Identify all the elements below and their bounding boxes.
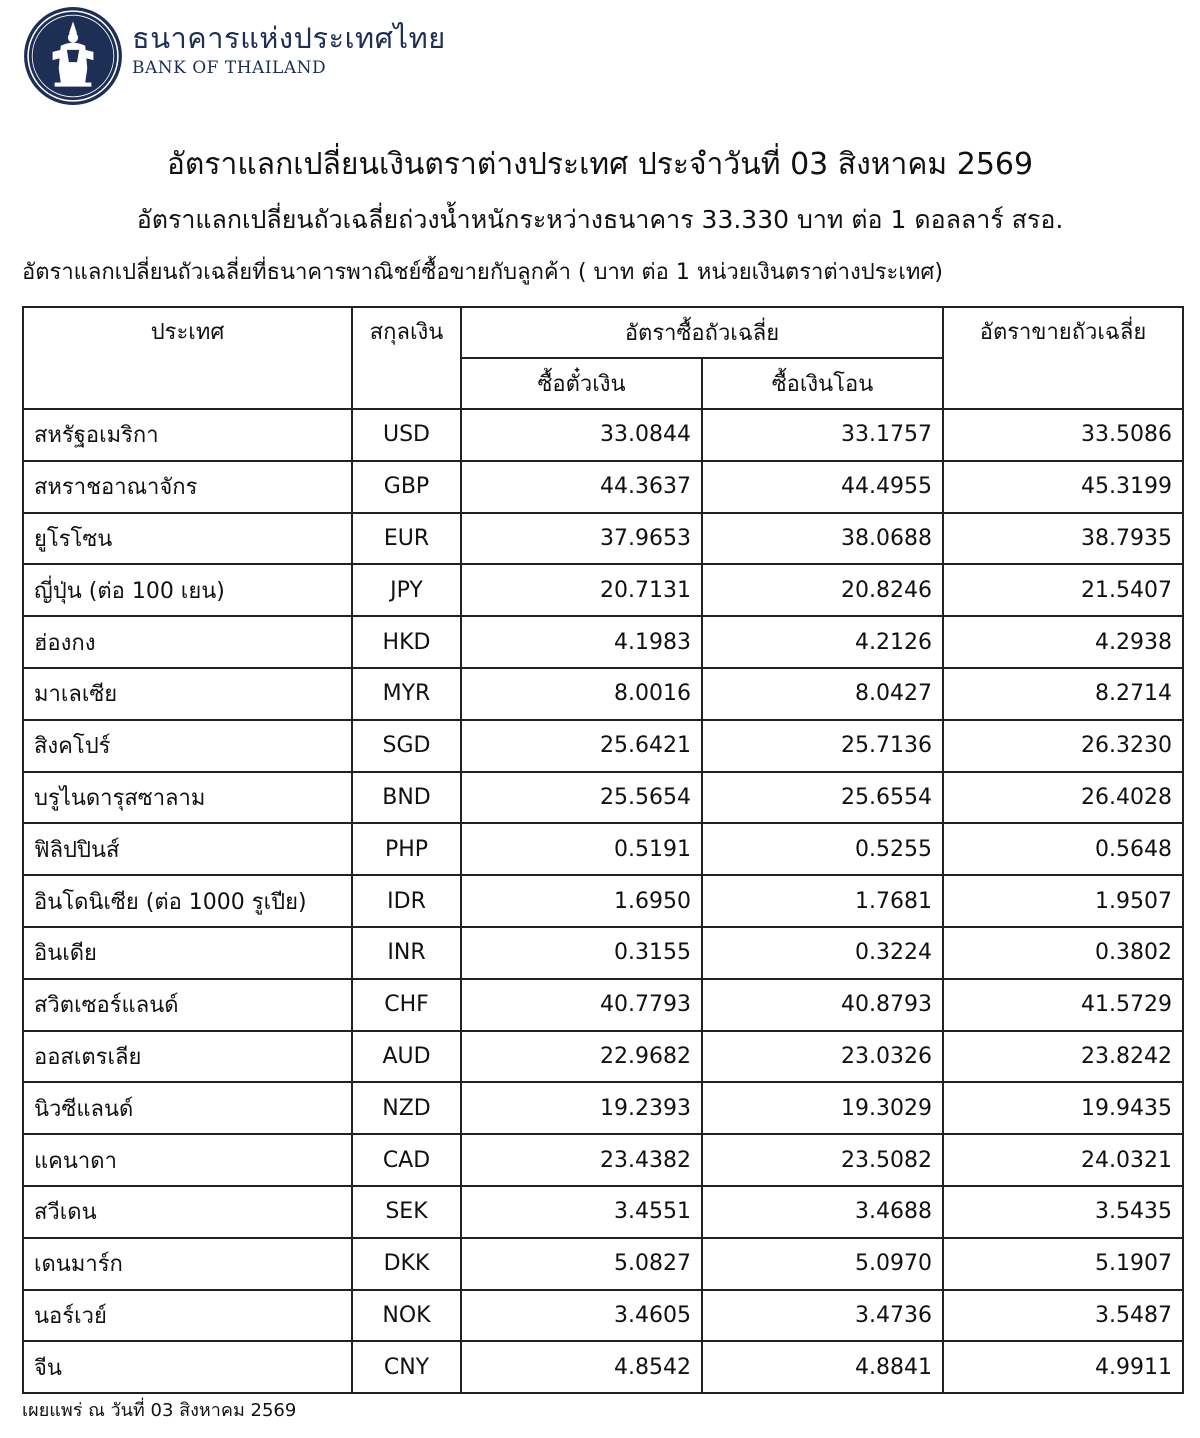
table-row <box>23 772 1183 824</box>
currency-code-cell: AUD <box>352 1031 461 1083</box>
buy-transfer-cell: 38.0688 <box>702 513 943 565</box>
table-row <box>23 1238 1183 1290</box>
sell-rate-cell: 3.5435 <box>943 1186 1183 1238</box>
country-cell: มาเลเซีย <box>23 668 352 720</box>
country-cell: นิวซีแลนด์ <box>23 1082 352 1134</box>
sell-rate-cell: 26.4028 <box>943 772 1183 824</box>
table-row <box>23 1031 1183 1083</box>
buy-transfer-cell: 23.0326 <box>702 1031 943 1083</box>
buy-transfer-cell: 44.4955 <box>702 461 943 513</box>
interbank-rate-subtitle: อัตราแลกเปลี่ยนถัวเฉลี่ยถ่วงน้ำหนักระหว่างธนาคาร 33.330 บาท ต่อ 1 ดอลลาร์ สรอ. <box>136 205 1064 234</box>
buy-transfer-cell: 4.8841 <box>702 1341 943 1393</box>
country-cell: ออสเตรเลีย <box>23 1031 352 1083</box>
sell-rate-cell: 45.3199 <box>943 461 1183 513</box>
table-row <box>23 1290 1183 1342</box>
country-cell: ยูโรโซน <box>23 513 352 565</box>
sell-rate-cell: 4.9911 <box>943 1341 1183 1393</box>
table-body <box>23 409 1183 1393</box>
buy-transfer-cell: 8.0427 <box>702 668 943 720</box>
table-row <box>23 875 1183 927</box>
table-row <box>23 979 1183 1031</box>
sell-rate-cell: 23.8242 <box>943 1031 1183 1083</box>
buy-notes-cell: 37.9653 <box>461 513 702 565</box>
table-row <box>23 461 1183 513</box>
bank-logo <box>22 4 446 108</box>
buy-transfer-cell: 0.3224 <box>702 927 943 979</box>
buy-notes-cell: 40.7793 <box>461 979 702 1031</box>
country-cell: อินเดีย <box>23 927 352 979</box>
buy-notes-cell: 19.2393 <box>461 1082 702 1134</box>
table-row <box>23 668 1183 720</box>
buy-transfer-cell: 33.1757 <box>702 409 943 461</box>
buy-notes-cell: 8.0016 <box>461 668 702 720</box>
currency-code-cell: DKK <box>352 1238 461 1290</box>
buy-notes-cell: 4.8542 <box>461 1341 702 1393</box>
currency-code-cell: CAD <box>352 1134 461 1186</box>
country-cell: เดนมาร์ก <box>23 1238 352 1290</box>
sell-rate-cell: 26.3230 <box>943 720 1183 772</box>
buy-transfer-cell: 0.5255 <box>702 823 943 875</box>
bank-name-thai: ธนาคารแห่งประเทศไทย <box>132 21 446 55</box>
buy-transfer-cell: 40.8793 <box>702 979 943 1031</box>
buy-transfer-cell: 20.8246 <box>702 564 943 616</box>
table-row <box>23 1341 1183 1393</box>
buy-notes-cell: 33.0844 <box>461 409 702 461</box>
sell-rate-cell: 0.3802 <box>943 927 1183 979</box>
buy-transfer-cell: 3.4688 <box>702 1186 943 1238</box>
sell-rate-cell: 5.1907 <box>943 1238 1183 1290</box>
buy-notes-cell: 0.5191 <box>461 823 702 875</box>
sell-rate-cell: 0.5648 <box>943 823 1183 875</box>
buy-notes-cell: 25.6421 <box>461 720 702 772</box>
header-buy-notes: ซื้อตั๋วเงิน <box>461 358 702 409</box>
sell-rate-cell: 3.5487 <box>943 1290 1183 1342</box>
table-row <box>23 564 1183 616</box>
country-cell: ฟิลิปปินส์ <box>23 823 352 875</box>
sell-rate-cell: 1.9507 <box>943 875 1183 927</box>
buy-notes-cell: 25.5654 <box>461 772 702 824</box>
table-row <box>23 1082 1183 1134</box>
sell-rate-cell: 4.2938 <box>943 616 1183 668</box>
buy-notes-cell: 5.0827 <box>461 1238 702 1290</box>
buy-transfer-cell: 3.4736 <box>702 1290 943 1342</box>
buy-notes-cell: 1.6950 <box>461 875 702 927</box>
header-country: ประเทศ <box>23 307 352 409</box>
table-row <box>23 720 1183 772</box>
currency-code-cell: BND <box>352 772 461 824</box>
currency-code-cell: USD <box>352 409 461 461</box>
buy-transfer-cell: 19.3029 <box>702 1082 943 1134</box>
buy-transfer-cell: 5.0970 <box>702 1238 943 1290</box>
currency-code-cell: NZD <box>352 1082 461 1134</box>
table-row <box>23 409 1183 461</box>
buy-transfer-cell: 25.6554 <box>702 772 943 824</box>
buy-transfer-cell: 25.7136 <box>702 720 943 772</box>
publish-date-footer: เผยแพร่ ณ วันที่ 03 สิงหาคม 2569 <box>22 1400 297 1421</box>
buy-notes-cell: 23.4382 <box>461 1134 702 1186</box>
exchange-rate-table <box>22 306 1184 1394</box>
country-cell: สวีเดน <box>23 1186 352 1238</box>
table-row <box>23 1134 1183 1186</box>
currency-code-cell: HKD <box>352 616 461 668</box>
buy-transfer-cell: 1.7681 <box>702 875 943 927</box>
country-cell: สหราชอาณาจักร <box>23 461 352 513</box>
currency-code-cell: CNY <box>352 1341 461 1393</box>
sell-rate-cell: 24.0321 <box>943 1134 1183 1186</box>
table-row <box>23 1186 1183 1238</box>
currency-code-cell: PHP <box>352 823 461 875</box>
country-cell: ฮ่องกง <box>23 616 352 668</box>
buy-transfer-cell: 4.2126 <box>702 616 943 668</box>
currency-code-cell: SEK <box>352 1186 461 1238</box>
country-cell: สหรัฐอเมริกา <box>23 409 352 461</box>
header-buy-transfer: ซื้อเงินโอน <box>702 358 943 409</box>
country-cell: สวิตเซอร์แลนด์ <box>23 979 352 1031</box>
table-row <box>23 927 1183 979</box>
header-currency: สกุลเงิน <box>352 307 461 409</box>
buy-notes-cell: 3.4551 <box>461 1186 702 1238</box>
sell-rate-cell: 21.5407 <box>943 564 1183 616</box>
currency-code-cell: GBP <box>352 461 461 513</box>
bank-seal-icon <box>22 5 124 107</box>
table-caption: อัตราแลกเปลี่ยนถัวเฉลี่ยที่ธนาคารพาณิชย์ซื้อขายกับลูกค้า ( บาท ต่อ 1 หน่วยเงินตราต่างประเทศ) <box>22 260 943 285</box>
table-row <box>23 823 1183 875</box>
country-cell: บรูไนดารุสซาลาม <box>23 772 352 824</box>
page-title: อัตราแลกเปลี่ยนเงินตราต่างประเทศ ประจำวันที่ 03 สิงหาคม 2569 <box>166 147 1034 182</box>
country-cell: นอร์เวย์ <box>23 1290 352 1342</box>
table-row <box>23 513 1183 565</box>
sell-rate-cell: 38.7935 <box>943 513 1183 565</box>
currency-code-cell: SGD <box>352 720 461 772</box>
currency-code-cell: CHF <box>352 979 461 1031</box>
country-cell: อินโดนิเซีย (ต่อ 1000 รูเปีย) <box>23 875 352 927</box>
country-cell: สิงคโปร์ <box>23 720 352 772</box>
buy-notes-cell: 0.3155 <box>461 927 702 979</box>
currency-code-cell: MYR <box>352 668 461 720</box>
buy-notes-cell: 44.3637 <box>461 461 702 513</box>
sell-rate-cell: 8.2714 <box>943 668 1183 720</box>
sell-rate-cell: 19.9435 <box>943 1082 1183 1134</box>
header-sell-average: อัตราขายถัวเฉลี่ย <box>943 307 1183 409</box>
buy-transfer-cell: 23.5082 <box>702 1134 943 1186</box>
country-cell: แคนาดา <box>23 1134 352 1186</box>
sell-rate-cell: 33.5086 <box>943 409 1183 461</box>
currency-code-cell: INR <box>352 927 461 979</box>
currency-code-cell: JPY <box>352 564 461 616</box>
buy-notes-cell: 20.7131 <box>461 564 702 616</box>
country-cell: จีน <box>23 1341 352 1393</box>
currency-code-cell: IDR <box>352 875 461 927</box>
buy-notes-cell: 22.9682 <box>461 1031 702 1083</box>
country-cell: ญี่ปุ่น (ต่อ 100 เยน) <box>23 564 352 616</box>
header-buy-average: อัตราซื้อถัวเฉลี่ย <box>461 307 943 358</box>
sell-rate-cell: 41.5729 <box>943 979 1183 1031</box>
table-row <box>23 616 1183 668</box>
buy-notes-cell: 4.1983 <box>461 616 702 668</box>
buy-notes-cell: 3.4605 <box>461 1290 702 1342</box>
bank-name-english: BANK OF THAILAND <box>132 58 327 78</box>
currency-code-cell: NOK <box>352 1290 461 1342</box>
currency-code-cell: EUR <box>352 513 461 565</box>
